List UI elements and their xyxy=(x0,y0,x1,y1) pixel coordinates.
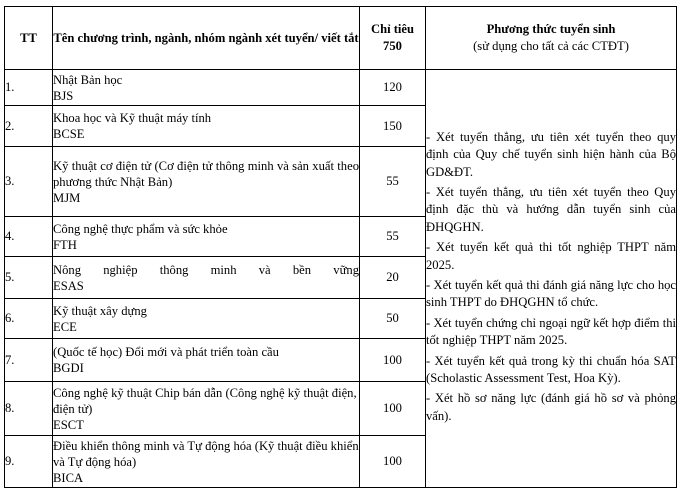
program-abbr: BICA xyxy=(53,470,84,485)
program-abbr: ESAS xyxy=(53,278,84,293)
quota-cell: 55 xyxy=(360,217,426,257)
program-cell xyxy=(53,436,360,488)
quota-cell: 100 xyxy=(360,436,426,488)
program-cell xyxy=(53,257,360,299)
method-item: - Xét tuyển kết quả trong kỳ thi chuẩn hóa SAT (Scholastic Assessment Test, Hoa Kỳ). xyxy=(426,353,676,386)
admissions-table xyxy=(4,6,677,488)
quota-cell: 20 xyxy=(360,257,426,299)
program-abbr: FTH xyxy=(53,237,77,252)
program-name: Kỹ thuật xây dựng xyxy=(53,303,147,318)
method-item: - Xét tuyển thẳng, ưu tiên xét tuyển theo quy định của Quy chế tuyển sinh hiện hành của Bộ GD&ĐT. xyxy=(426,129,676,179)
header-program: Tên chương trình, ngành, nhóm ngành xét tuyển/ viết tắt xyxy=(53,7,360,70)
header-quota xyxy=(360,7,426,70)
program-cell xyxy=(53,217,360,257)
program-cell xyxy=(53,147,360,217)
program-name: Công nghệ kỹ thuật Chip bán dẫn (Công nghệ kỹ thuật điện, điện tử) xyxy=(53,385,357,416)
program-name: Điều khiển thông minh và Tự động hóa (Kỹ thuật điều khiển và Tự động hóa) xyxy=(53,438,359,469)
program-name: Nông nghiệp thông minh và bền vững xyxy=(53,262,359,277)
program-name: Công nghệ thực phẩm và sức khỏe xyxy=(53,221,228,236)
table-row xyxy=(5,70,677,106)
row-number: 3. xyxy=(5,147,53,217)
header-method-title: Phương thức tuyển sinh xyxy=(486,22,616,36)
header-quota-total: 750 xyxy=(383,39,402,53)
program-abbr: BJS xyxy=(53,88,74,103)
methods-list xyxy=(426,129,676,426)
program-name: Khoa học và Kỹ thuật máy tính xyxy=(53,111,212,125)
method-item: - Xét tuyển kết quả thi tốt nghiệp THPT năm 2025. xyxy=(426,240,676,272)
row-number: 6. xyxy=(5,299,53,339)
method-item: - Xét tuyển kết quả thi đánh giá năng lực cho học sinh THPT do ĐHQGHN tổ chức. xyxy=(426,278,676,310)
quota-cell: 100 xyxy=(360,382,426,436)
program-name: Nhật Bản học xyxy=(53,72,123,87)
quota-cell: 55 xyxy=(360,147,426,217)
program-cell xyxy=(53,339,360,382)
quota-cell: 150 xyxy=(360,106,426,147)
header-quota-label: Chỉ tiêu xyxy=(370,22,415,36)
header-tt: TT xyxy=(5,7,53,70)
program-name: (Quốc tế học) Đổi mới và phát triển toàn cầu xyxy=(53,345,279,359)
method-item: - Xét hồ sơ năng lực (đánh giá hồ sơ và phỏng vấn). xyxy=(426,391,676,423)
program-abbr: ESCT xyxy=(53,417,84,432)
header-row xyxy=(5,7,677,70)
program-cell xyxy=(53,70,360,106)
quota-cell: 50 xyxy=(360,299,426,339)
quota-cell: 120 xyxy=(360,70,426,106)
header-method-note: (sử dụng cho tất cả các CTĐT) xyxy=(473,39,629,53)
program-cell xyxy=(53,299,360,339)
program-abbr: BGDI xyxy=(53,361,84,375)
row-number: 7. xyxy=(5,339,53,382)
row-number: 1. xyxy=(5,70,53,106)
quota-cell: 100 xyxy=(360,339,426,382)
row-number: 9. xyxy=(5,436,53,488)
method-item: - Xét tuyển thẳng, ưu tiên xét tuyển theo Quy định đặc thù và hướng dẫn tuyển sinh của ĐHQGHN. xyxy=(426,184,676,234)
program-abbr: BCSE xyxy=(53,127,85,141)
program-abbr: ECE xyxy=(53,319,77,334)
row-number: 4. xyxy=(5,217,53,257)
row-number: 8. xyxy=(5,382,53,436)
row-number: 2. xyxy=(5,106,53,147)
method-item: - Xét tuyển chứng chỉ ngoại ngữ kết hợp điểm thi tốt nghiệp THPT năm 2025. xyxy=(426,315,676,348)
program-abbr: MJM xyxy=(53,190,81,205)
program-cell xyxy=(53,382,360,436)
program-cell xyxy=(53,106,360,147)
row-number: 5. xyxy=(5,257,53,299)
methods-cell xyxy=(426,70,677,488)
program-name: Kỹ thuật cơ điện tử (Cơ điện tử thông minh và sản xuất theo phương thức Nhật Bản) xyxy=(53,158,359,189)
header-method xyxy=(426,7,677,70)
